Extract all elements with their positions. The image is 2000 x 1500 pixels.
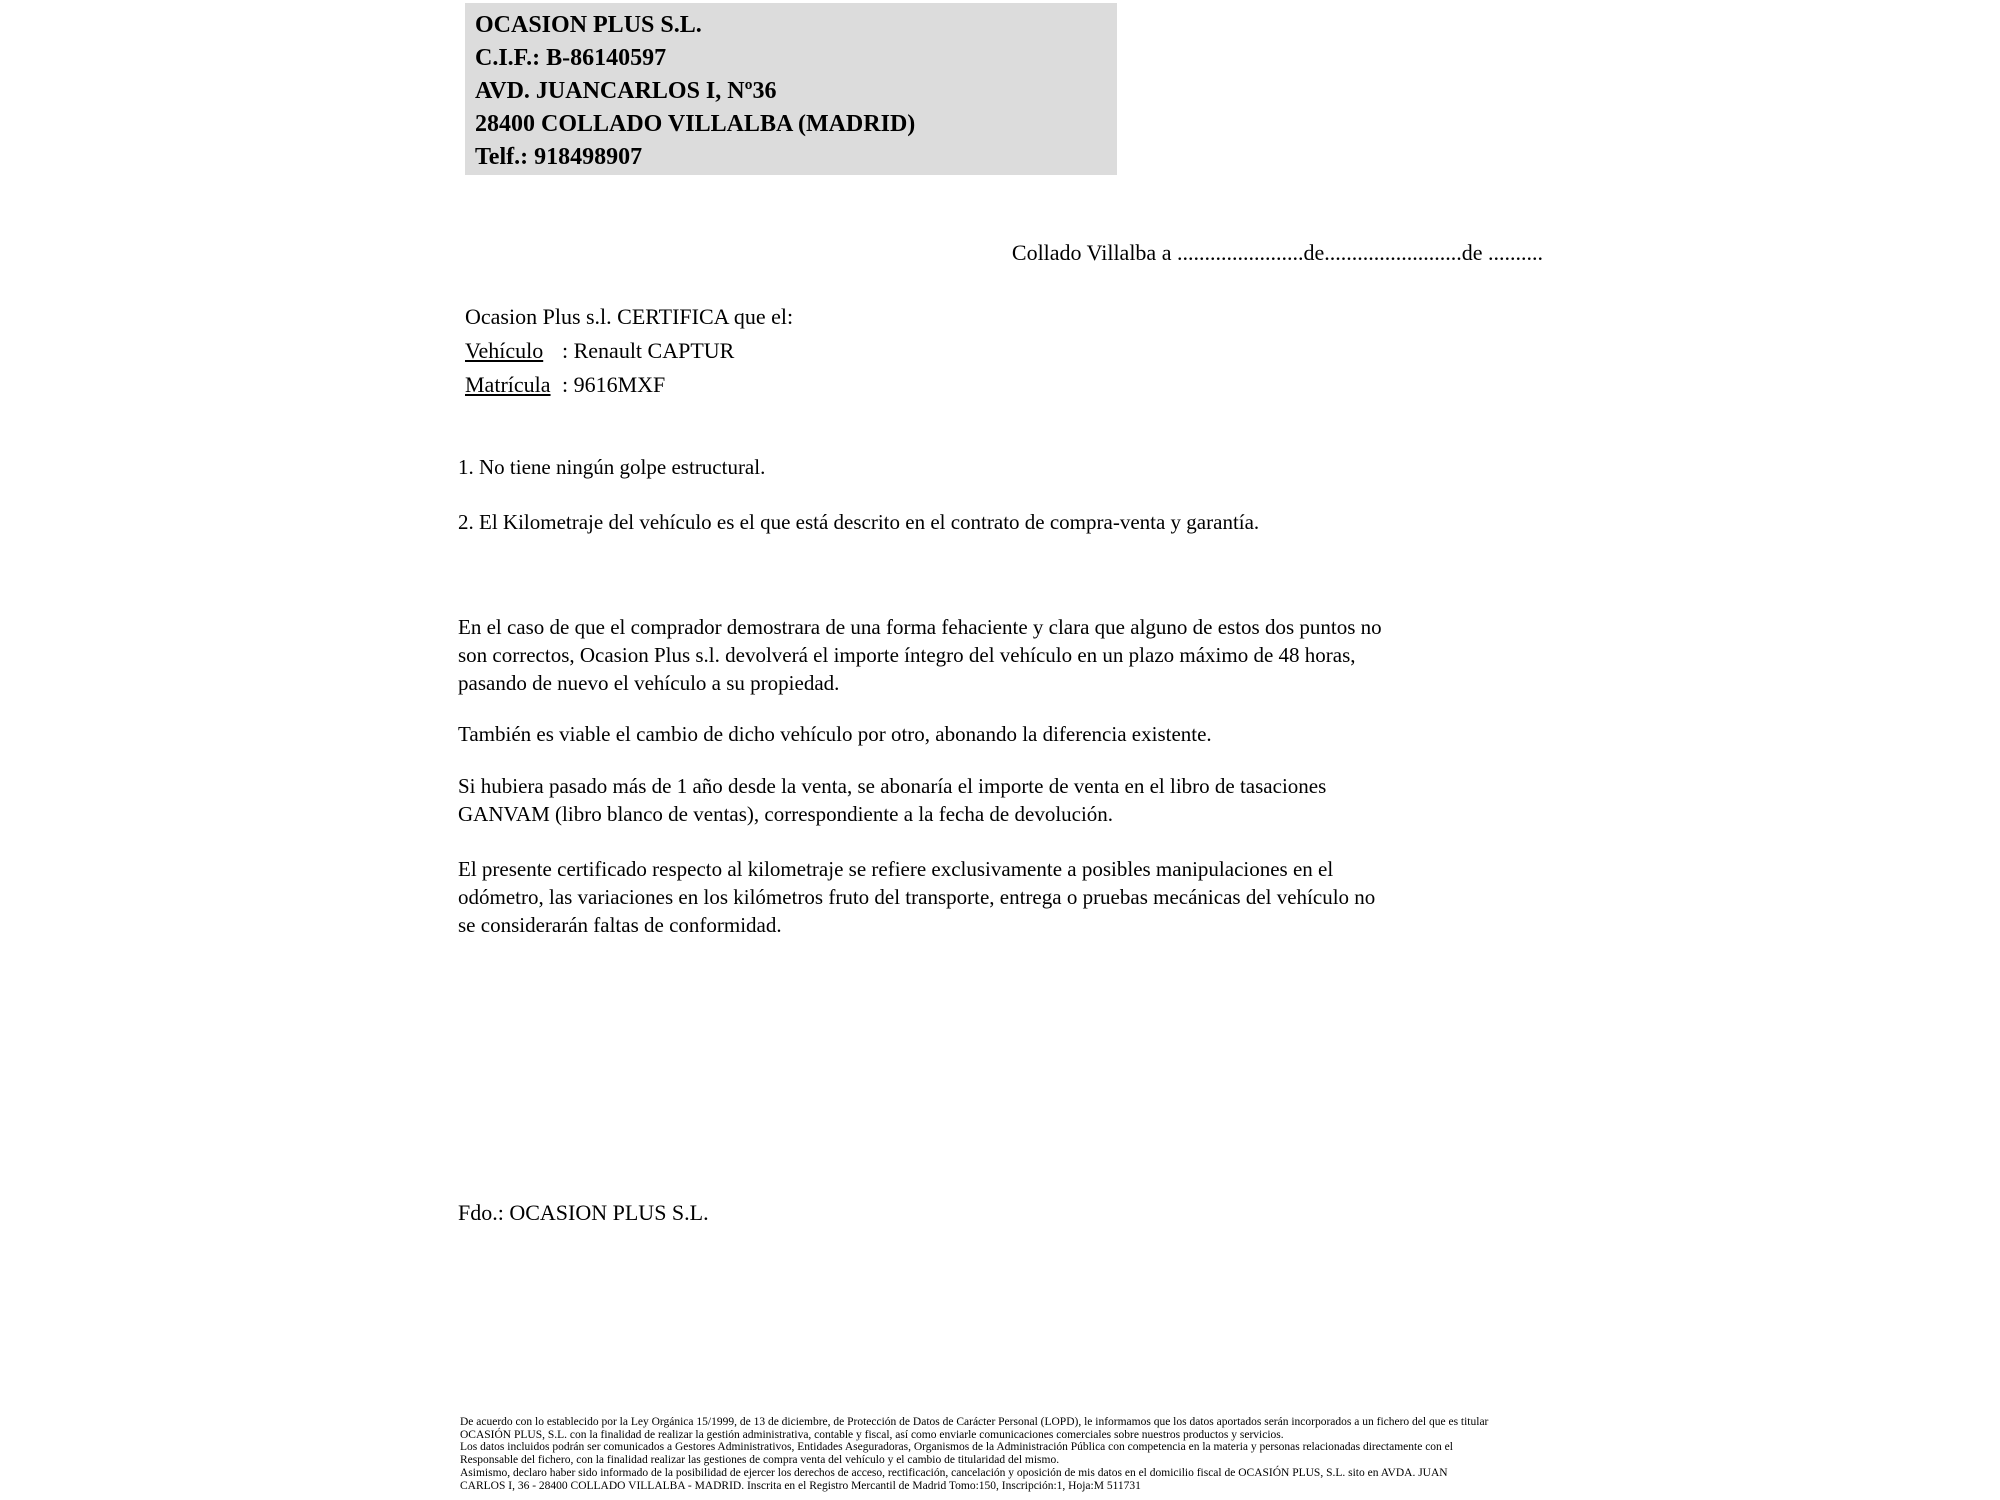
legal-line: Responsable del fichero, con la finalidad realizar las gestiones de compra venta del vehículo y el cambio de titularidad del mismo. — [460, 1454, 1060, 1467]
plate-value: : 9616MXF — [562, 372, 666, 397]
legal-fine-print — [460, 1416, 1560, 1492]
company-city: 28400 COLLADO VILLALBA (MADRID) — [475, 111, 916, 137]
paragraph-odometer-disclaimer: El presente certificado respecto al kilometraje se refiere exclusivamente a posibles manipulaciones en el odómetro, las variaciones en los kilómetros fruto del transporte, entrega o pruebas mecánicas del vehículo no se considerarán faltas de conformidad. — [458, 857, 1376, 937]
legal-line: Los datos incluidos podrán ser comunicados a Gestores Administrativos, Entidades Aseguradoras, Organismos de la Administración Pública con competencia en la materia y personas relacionadas directamente con el — [460, 1441, 1453, 1454]
paragraph-exchange-option: También es viable el cambio de dicho vehículo por otro, abonando la diferencia existente. — [458, 722, 1212, 746]
signature-line: Fdo.: OCASION PLUS S.L. — [458, 1200, 709, 1225]
company-header-block — [465, 3, 1117, 175]
company-name: OCASION PLUS S.L. — [475, 12, 702, 38]
vehicle-label: Vehículo — [465, 338, 544, 363]
company-phone: Telf.: 918498907 — [475, 144, 643, 170]
vehicle-row — [465, 334, 793, 368]
date-line: Collado Villalba a .......................de.........................de .......... — [1011, 240, 1543, 265]
company-cif: C.I.F.: B-86140597 — [475, 45, 667, 71]
company-address: AVD. JUANCARLOS I, Nº36 — [475, 78, 777, 104]
certified-point-1: 1. No tiene ningún golpe estructural. — [458, 455, 766, 479]
paragraph-refund-terms: En el caso de que el comprador demostrara de una forma fehaciente y clara que alguno de estos dos puntos no son correctos, Ocasion Plus s.l. devolverá el importe íntegro del vehículo en un plazo máximo de 48 horas, pasando de nuevo el vehículo a su propiedad. — [458, 615, 1382, 695]
plate-label: Matrícula — [465, 372, 551, 397]
certification-block — [465, 300, 793, 402]
legal-line: Asimismo, declaro haber sido informado de la posibilidad de ejercer los derechos de acceso, rectificación, cancelación y oposición de mis datos en el domicilio fiscal de OCASIÓN PLUS, S.L. sito en AVDA. JUAN — [460, 1466, 1448, 1479]
plate-row — [465, 368, 793, 402]
certify-intro: Ocasion Plus s.l. CERTIFICA que el: — [465, 304, 794, 329]
certified-point-2: 2. El Kilometraje del vehículo es el que está descrito en el contrato de compra-venta y garantía. — [458, 510, 1260, 534]
legal-line: CARLOS I, 36 - 28400 COLLADO VILLALBA - MADRID. Inscrita en el Registro Mercantil de Madrid Tomo:150, Inscripción:1, Hoja:M 511731 — [460, 1479, 1141, 1492]
legal-line: De acuerdo con lo establecido por la Ley Orgánica 15/1999, de 13 de diciembre, de Protección de Datos de Carácter Personal (LOPD), le informamos que los datos aportados serán incorporados a un fichero del que es titular — [460, 1416, 1489, 1428]
legal-line: OCASIÓN PLUS, S.L. con la finalidad de realizar la gestión administrativa, contable y fiscal, así como enviarle comunicaciones comerciales sobre nuestros productos y servicios. — [460, 1428, 1284, 1441]
paragraph-ganvam-valuation: Si hubiera pasado más de 1 año desde la venta, se abonaría el importe de venta en el libro de tasaciones GANVAM (libro blanco de ventas), correspondiente a la fecha de devolución. — [458, 774, 1327, 826]
vehicle-value: : Renault CAPTUR — [562, 338, 735, 363]
